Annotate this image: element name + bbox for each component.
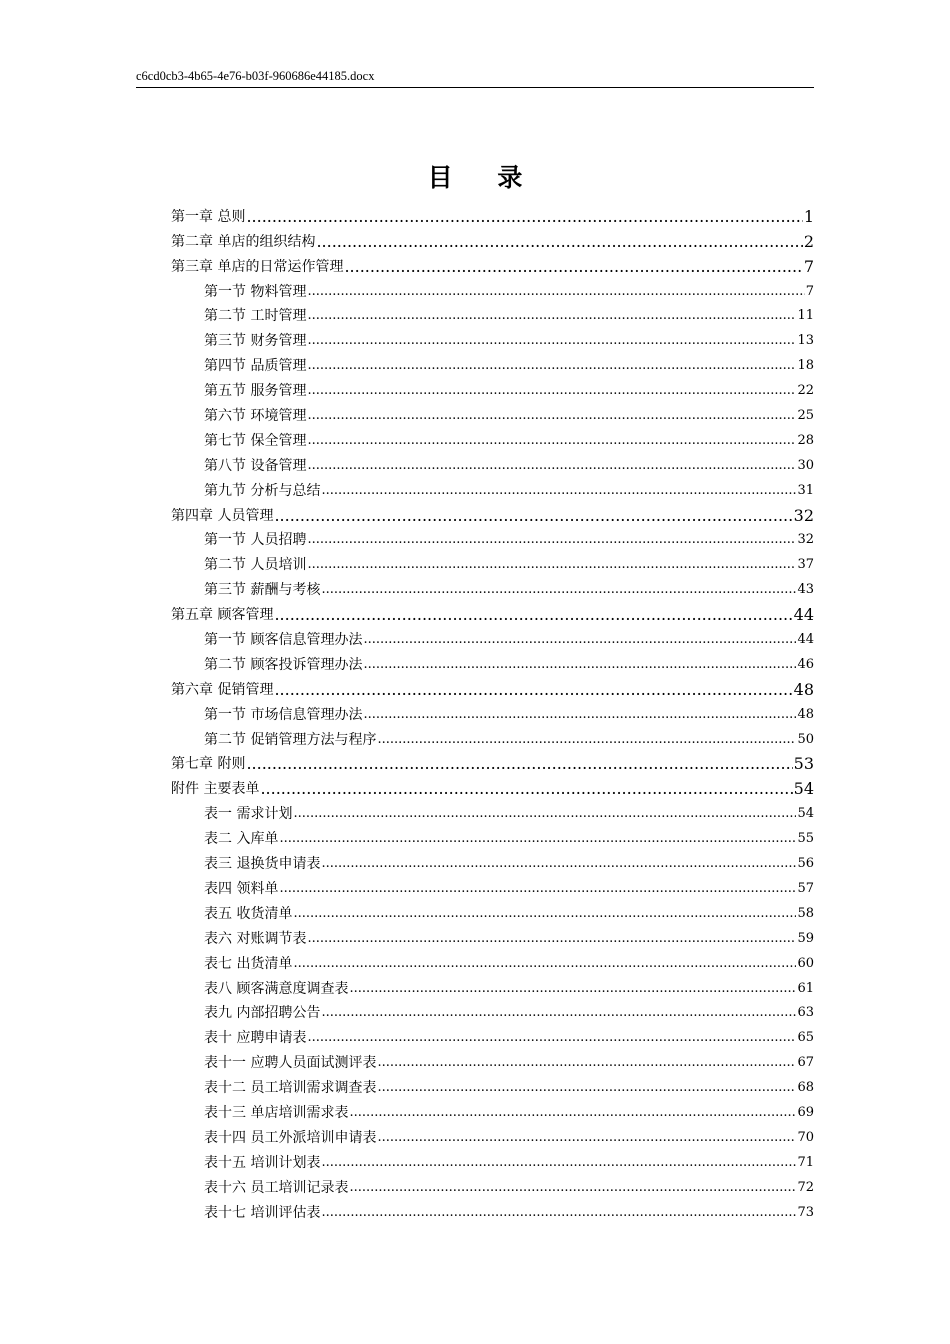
toc-entry-title: 第三章 单店的日常运作管理	[171, 258, 344, 275]
toc-dot-leader	[274, 605, 792, 625]
toc-dot-leader	[321, 1003, 796, 1023]
toc-entry-page-number: 54	[797, 806, 814, 822]
toc-entry-section[interactable]	[171, 277, 814, 302]
toc-entry-page-number: 13	[797, 333, 814, 349]
toc-entry-page-number: 71	[797, 1154, 814, 1170]
toc-entry-title: 第六章 促销管理	[171, 681, 274, 698]
toc-entry-page-number: 28	[797, 432, 814, 448]
toc-dot-leader	[321, 1203, 796, 1223]
toc-entry-title: 第三节 薪酬与考核	[204, 582, 321, 599]
toc-entry-page-number: 44	[793, 605, 814, 625]
toc-entry-title: 表八 顾客满意度调查表	[204, 980, 349, 997]
toc-entry-page-number: 73	[797, 1204, 814, 1220]
toc-entry-title: 表三 退换货申请表	[204, 856, 321, 873]
toc-entry-page-number: 54	[793, 779, 814, 799]
toc-entry-section[interactable]	[171, 949, 814, 974]
toc-dot-leader	[307, 381, 796, 401]
toc-entry-page-number: 69	[797, 1104, 814, 1120]
toc-entry-page-number: 46	[797, 656, 814, 672]
toc-dot-leader	[307, 356, 796, 376]
toc-entry-title: 第五节 服务管理	[204, 383, 307, 400]
toc-entry-page-number: 25	[797, 408, 814, 424]
toc-entry-chapter[interactable]	[171, 675, 814, 700]
toc-entry-section[interactable]	[171, 874, 814, 899]
toc-entry-chapter[interactable]	[171, 774, 814, 799]
toc-entry-title: 第二章 单店的组织结构	[171, 233, 316, 250]
toc-dot-leader	[293, 954, 796, 974]
toc-dot-leader	[307, 530, 796, 550]
toc-dot-leader	[377, 1053, 796, 1073]
toc-entry-section[interactable]	[171, 650, 814, 675]
document-filename: c6cd0cb3-4b65-4e76-b03f-960686e44185.docx	[136, 69, 375, 83]
toc-entry-section[interactable]	[171, 824, 814, 849]
toc-entry-chapter[interactable]	[171, 227, 814, 252]
toc-entry-chapter[interactable]	[171, 600, 814, 625]
toc-entry-section[interactable]	[171, 725, 814, 750]
toc-entry-section[interactable]	[171, 351, 814, 376]
toc-dot-leader	[307, 456, 796, 476]
toc-entry-page-number: 1	[803, 206, 814, 226]
toc-entry-title: 表六 对账调节表	[204, 930, 307, 947]
toc-dot-leader	[307, 929, 796, 949]
toc-dot-leader	[377, 730, 796, 750]
toc-entry-page-number: 7	[803, 256, 814, 276]
toc-entry-page-number: 48	[793, 679, 814, 699]
toc-entry-page-number: 18	[797, 358, 814, 374]
toc-dot-leader	[307, 282, 804, 302]
toc-entry-page-number: 44	[797, 632, 814, 648]
toc-entry-page-number: 59	[797, 930, 814, 946]
toc-entry-section[interactable]	[171, 625, 814, 650]
toc-dot-leader	[349, 1103, 796, 1123]
toc-entry-title: 第九节 分析与总结	[204, 482, 321, 499]
toc-dot-leader	[307, 431, 796, 451]
toc-entry-section[interactable]	[171, 1073, 814, 1098]
toc-dot-leader	[349, 1178, 796, 1198]
toc-dot-leader	[363, 705, 796, 725]
toc-dot-leader	[307, 555, 796, 575]
toc-entry-section[interactable]	[171, 302, 814, 327]
toc-entry-page-number: 56	[797, 856, 814, 872]
toc-entry-page-number: 32	[797, 532, 814, 548]
toc-entry-page-number: 50	[797, 731, 814, 747]
toc-entry-title: 第八节 设备管理	[204, 457, 307, 474]
toc-dot-leader	[293, 804, 796, 824]
toc-entry-chapter[interactable]	[171, 750, 814, 775]
table-of-contents	[171, 202, 814, 1223]
toc-dot-leader	[246, 754, 792, 774]
toc-entry-section[interactable]	[171, 799, 814, 824]
toc-entry-title: 第一节 人员招聘	[204, 532, 307, 549]
toc-entry-section[interactable]	[171, 526, 814, 551]
toc-entry-page-number: 60	[797, 955, 814, 971]
toc-entry-title: 表十 应聘申请表	[204, 1030, 307, 1047]
toc-entry-title: 表二 入库单	[204, 831, 279, 848]
toc-entry-title: 第七节 保全管理	[204, 432, 307, 449]
toc-dot-leader	[260, 779, 792, 799]
toc-entry-title: 表十二 员工培训需求调查表	[204, 1080, 377, 1097]
toc-entry-title: 表五 收货清单	[204, 905, 293, 922]
toc-entry-title: 第二节 工时管理	[204, 308, 307, 325]
toc-entry-chapter[interactable]	[171, 202, 814, 227]
toc-dot-leader	[293, 904, 796, 924]
toc-dot-leader	[344, 257, 802, 277]
toc-entry-title: 表十一 应聘人员面试测评表	[204, 1055, 377, 1072]
toc-entry-section[interactable]	[171, 849, 814, 874]
page-title: 目 录	[427, 163, 541, 192]
toc-entry-title: 第五章 顾客管理	[171, 607, 274, 624]
toc-entry-title: 表十六 员工培训记录表	[204, 1179, 349, 1196]
toc-entry-title: 表十五 培训计划表	[204, 1154, 321, 1171]
toc-entry-section[interactable]	[171, 326, 814, 351]
toc-entry-page-number: 53	[793, 754, 814, 774]
toc-entry-page-number: 37	[797, 557, 814, 573]
toc-entry-section[interactable]	[171, 476, 814, 501]
toc-entry-page-number: 48	[797, 706, 814, 722]
toc-entry-section[interactable]	[171, 1048, 814, 1073]
toc-entry-section[interactable]	[171, 451, 814, 476]
toc-dot-leader	[274, 506, 792, 526]
toc-entry-page-number: 68	[797, 1080, 814, 1096]
toc-entry-section[interactable]	[171, 974, 814, 999]
toc-entry-section[interactable]	[171, 1148, 814, 1173]
toc-entry-chapter[interactable]	[171, 252, 814, 277]
toc-entry-page-number: 67	[797, 1055, 814, 1071]
toc-dot-leader	[307, 306, 796, 326]
toc-entry-page-number: 70	[797, 1129, 814, 1145]
toc-entry-page-number: 2	[803, 231, 814, 251]
toc-dot-leader	[316, 232, 802, 252]
toc-entry-page-number: 22	[797, 383, 814, 399]
toc-entry-section[interactable]	[171, 1173, 814, 1198]
toc-entry-title: 附件 主要表单	[171, 781, 260, 798]
toc-entry-title: 表十七 培训评估表	[204, 1204, 321, 1221]
toc-dot-leader	[279, 829, 796, 849]
toc-dot-leader	[321, 854, 796, 874]
toc-dot-leader	[321, 1153, 796, 1173]
toc-entry-title: 第一章 总则	[171, 208, 246, 225]
toc-entry-section[interactable]	[171, 376, 814, 401]
toc-entry-section[interactable]	[171, 550, 814, 575]
toc-entry-page-number: 72	[797, 1179, 814, 1195]
toc-entry-title: 第四节 品质管理	[204, 358, 307, 375]
toc-entry-chapter[interactable]	[171, 501, 814, 526]
toc-entry-title: 表十四 员工外派培训申请表	[204, 1129, 377, 1146]
toc-entry-page-number: 11	[797, 308, 814, 324]
toc-dot-leader	[307, 1028, 796, 1048]
toc-entry-section[interactable]	[171, 1023, 814, 1048]
toc-entry-page-number: 61	[797, 980, 814, 996]
toc-dot-leader	[307, 331, 796, 351]
toc-entry-title: 第四章 人员管理	[171, 507, 274, 524]
toc-entry-page-number: 63	[797, 1005, 814, 1021]
toc-dot-leader	[246, 207, 802, 227]
toc-entry-page-number: 65	[797, 1030, 814, 1046]
toc-entry-page-number: 31	[797, 482, 814, 498]
toc-entry-page-number: 32	[793, 505, 814, 525]
toc-entry-title: 第一节 物料管理	[204, 283, 307, 300]
toc-entry-section[interactable]	[171, 899, 814, 924]
toc-dot-leader	[321, 481, 796, 501]
toc-entry-title: 表一 需求计划	[204, 806, 293, 823]
toc-entry-title: 表十三 单店培训需求表	[204, 1104, 349, 1121]
toc-entry-section[interactable]	[171, 1123, 814, 1148]
toc-entry-page-number: 58	[797, 905, 814, 921]
toc-dot-leader	[321, 580, 796, 600]
toc-dot-leader	[377, 1078, 796, 1098]
toc-entry-page-number: 43	[797, 582, 814, 598]
toc-entry-page-number: 7	[805, 283, 814, 299]
toc-entry-title: 第二节 顾客投诉管理办法	[204, 656, 363, 673]
toc-entry-title: 第七章 附则	[171, 756, 246, 773]
toc-dot-leader	[363, 655, 796, 675]
toc-entry-title: 第一节 顾客信息管理办法	[204, 632, 363, 649]
toc-entry-section[interactable]	[171, 426, 814, 451]
toc-dot-leader	[307, 406, 796, 426]
page-header	[136, 68, 814, 88]
toc-entry-title: 第三节 财务管理	[204, 333, 307, 350]
toc-dot-leader	[377, 1128, 796, 1148]
toc-entry-page-number: 57	[797, 880, 814, 896]
toc-entry-title: 表七 出货清单	[204, 955, 293, 972]
toc-entry-title: 第一节 市场信息管理办法	[204, 706, 363, 723]
toc-entry-section[interactable]	[171, 999, 814, 1024]
toc-entry-page-number: 30	[797, 457, 814, 473]
toc-entry-title: 第六节 环境管理	[204, 408, 307, 425]
toc-entry-title: 第二节 人员培训	[204, 557, 307, 574]
toc-entry-section[interactable]	[171, 700, 814, 725]
toc-dot-leader	[279, 879, 796, 899]
toc-entry-section[interactable]	[171, 401, 814, 426]
toc-entry-title: 第二节 促销管理方法与程序	[204, 731, 377, 748]
toc-entry-title: 表九 内部招聘公告	[204, 1005, 321, 1022]
toc-dot-leader	[349, 979, 796, 999]
toc-entry-page-number: 55	[797, 831, 814, 847]
toc-entry-section[interactable]	[171, 1098, 814, 1123]
toc-entry-title: 表四 领料单	[204, 880, 279, 897]
toc-entry-section[interactable]	[171, 575, 814, 600]
toc-dot-leader	[274, 680, 792, 700]
toc-dot-leader	[363, 630, 796, 650]
toc-entry-section[interactable]	[171, 1198, 814, 1223]
toc-entry-section[interactable]	[171, 924, 814, 949]
